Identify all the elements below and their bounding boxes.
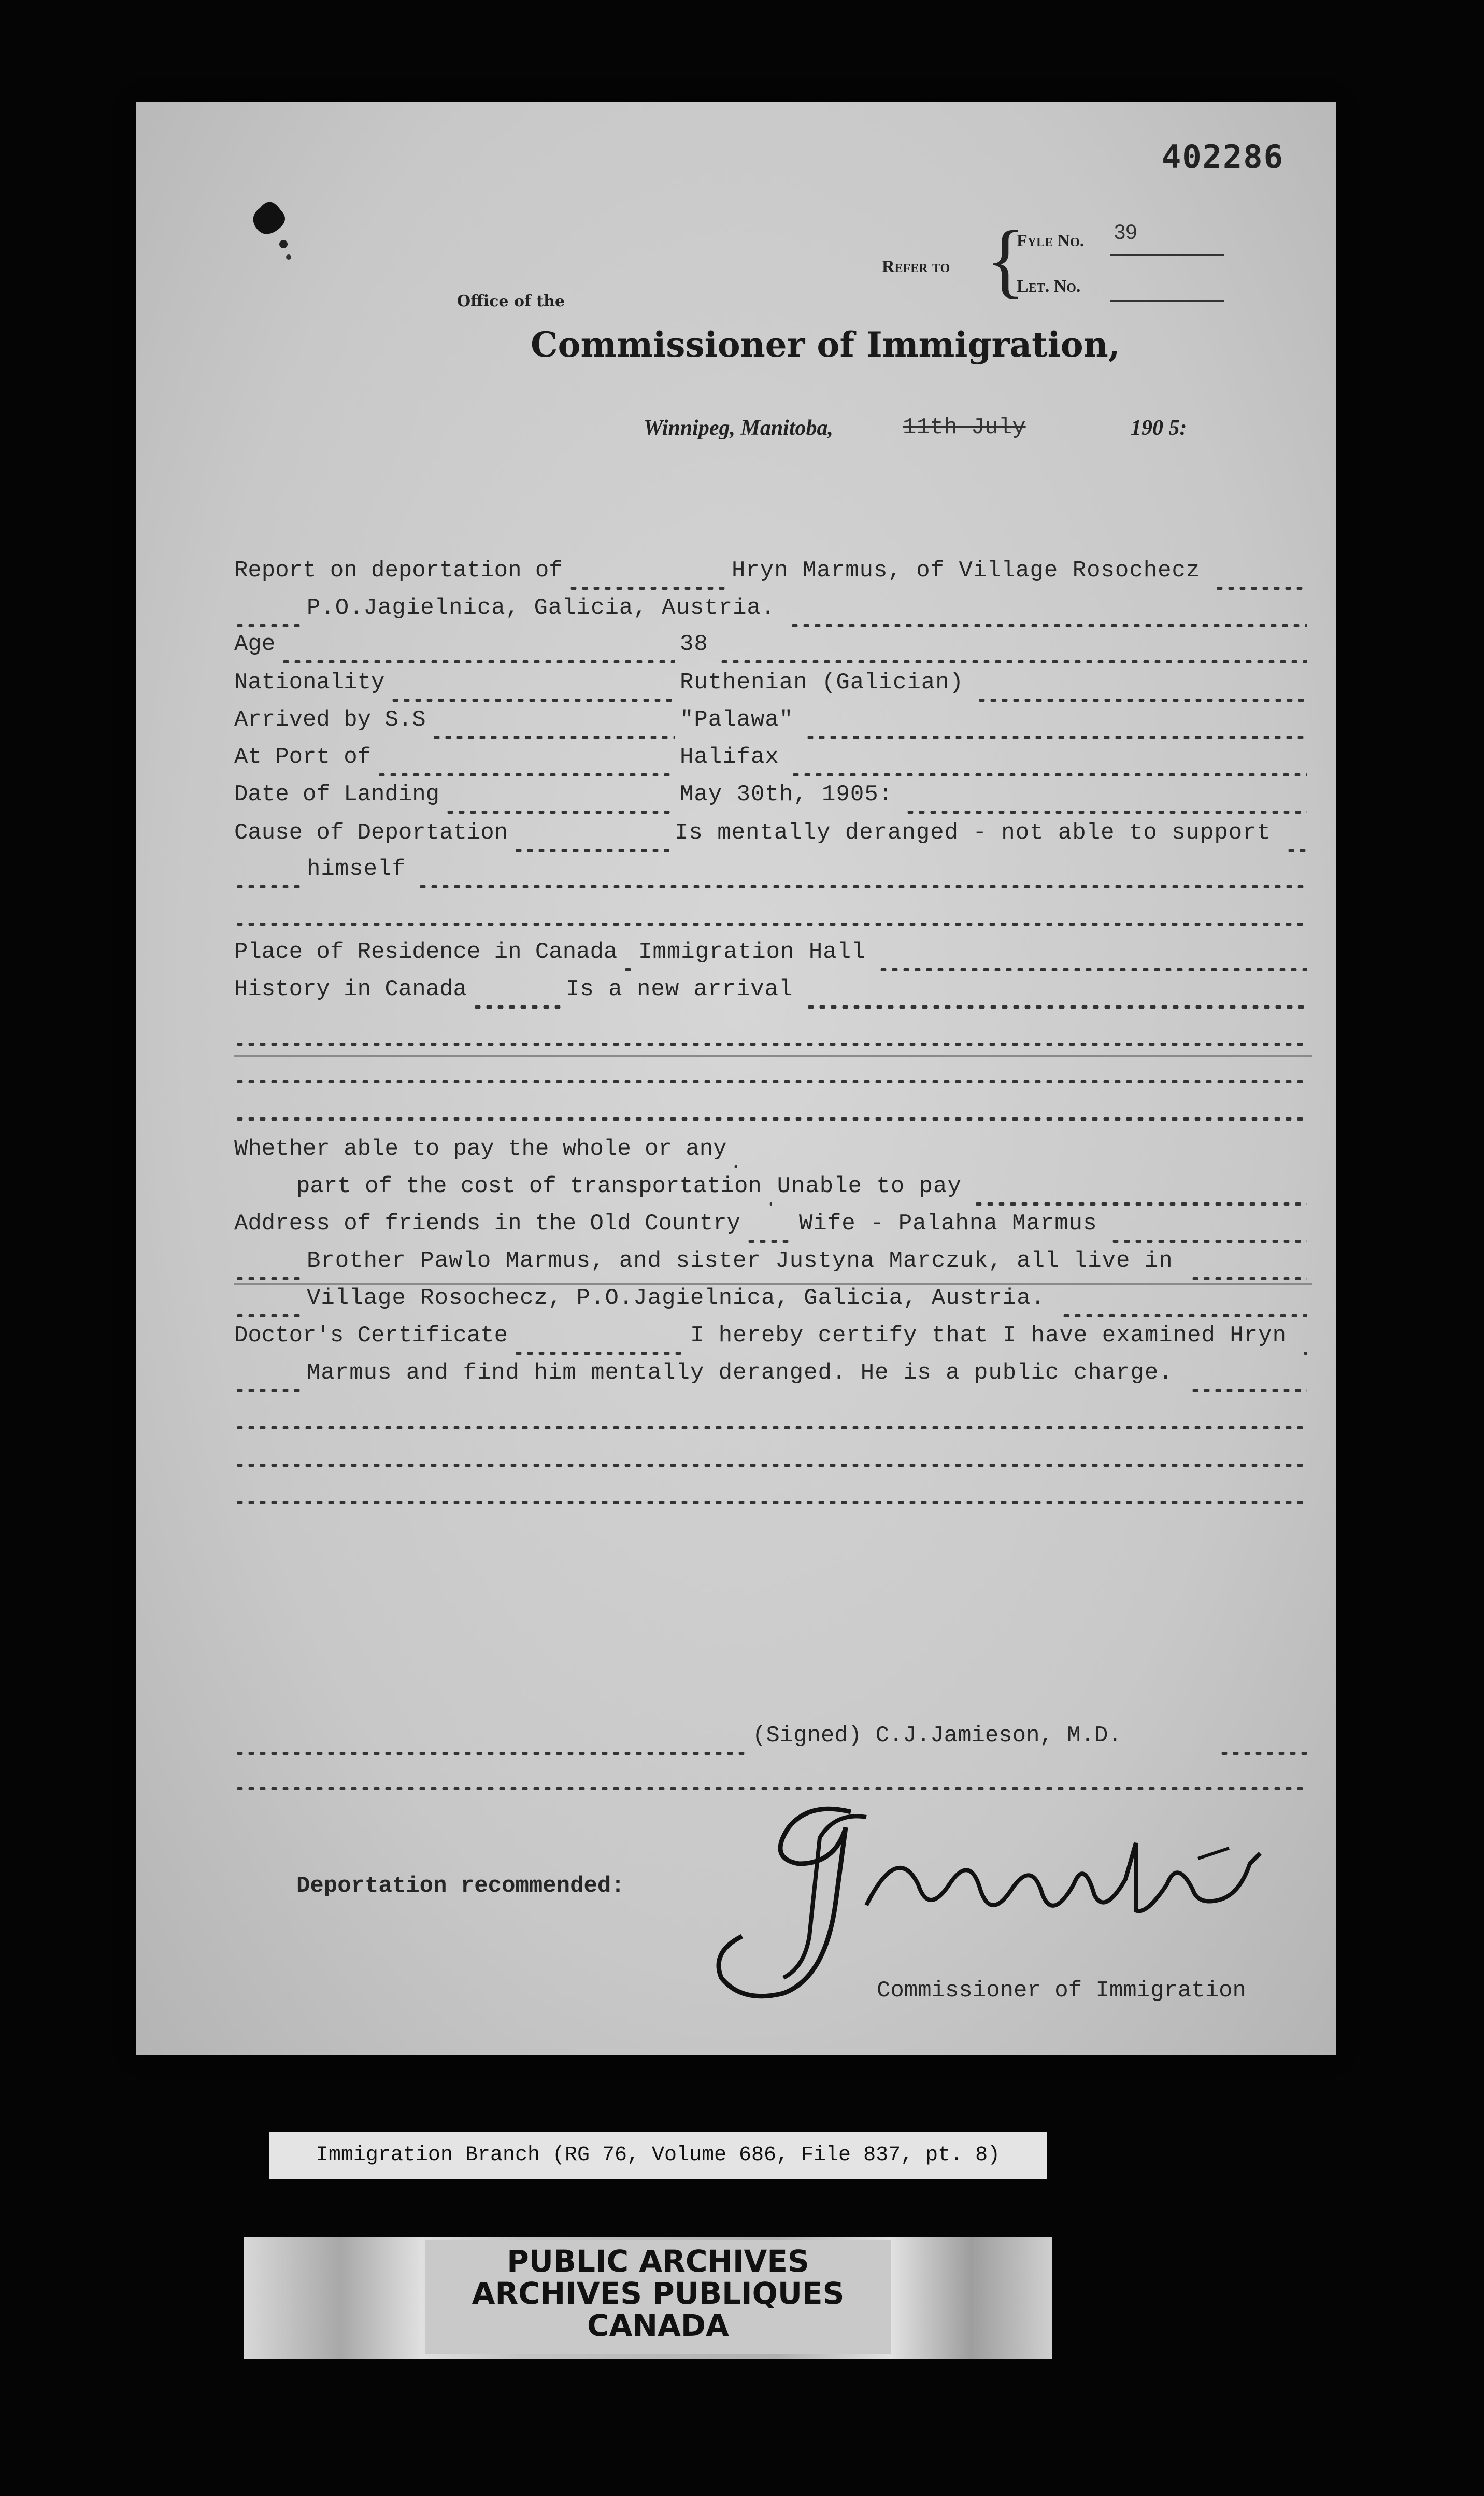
form-row bbox=[234, 1211, 1307, 1247]
fyle-line bbox=[1110, 252, 1224, 256]
field-value: Unable to pay bbox=[777, 1173, 962, 1199]
form-row bbox=[234, 782, 1307, 818]
form-row bbox=[234, 558, 1307, 594]
field-label: part of the cost of transportation bbox=[296, 1173, 762, 1199]
field-label: At Port of bbox=[234, 744, 372, 770]
brace-icon: { bbox=[986, 214, 1025, 306]
archive-reference-label: Immigration Branch (RG 76, Volume 686, File 837, pt. 8) bbox=[269, 2132, 1047, 2179]
form-row bbox=[234, 1285, 1307, 1322]
ink-blot-icon bbox=[239, 192, 302, 265]
field-label: Report on deportation of bbox=[234, 558, 563, 584]
form-row bbox=[234, 1360, 1307, 1396]
form-row bbox=[234, 631, 1307, 668]
signed-dots-row bbox=[234, 1723, 1307, 1759]
archive-bar bbox=[244, 2237, 1052, 2359]
field-value: May 30th, 1905: bbox=[680, 782, 893, 807]
field-value: I hereby certify that I have examined Hryn bbox=[690, 1323, 1287, 1349]
field-value: Marmus and find him mentally deranged. He is a public charge. bbox=[307, 1360, 1173, 1386]
let-line bbox=[1110, 297, 1224, 302]
field-label: Date of Landing bbox=[234, 782, 440, 807]
field-value: Village Rosochecz, P.O.Jagielnica, Galicia, Austria. bbox=[307, 1285, 1046, 1311]
field-label: Cause of Deportation bbox=[234, 820, 508, 846]
form-row bbox=[234, 939, 1307, 975]
commissioner-title: Commissioner of Immigration bbox=[877, 1978, 1246, 2004]
field-value: Halifax bbox=[680, 744, 779, 770]
fyle-number-value: 39 bbox=[1114, 221, 1137, 244]
form-row bbox=[234, 670, 1307, 706]
field-value: Hryn Marmus, of Village Rosochecz bbox=[732, 558, 1201, 584]
field-label: Whether able to pay the whole or any bbox=[234, 1136, 727, 1162]
form-row bbox=[234, 894, 1307, 930]
form-row bbox=[234, 1472, 1307, 1508]
date: 11th July bbox=[903, 415, 1026, 441]
commissioner-signature bbox=[680, 1781, 1276, 2009]
document-title: Commissioner of Immigration, bbox=[531, 324, 1120, 365]
stamp-line-3: CANADA bbox=[587, 2308, 729, 2343]
form-row bbox=[234, 1323, 1307, 1359]
form-row bbox=[234, 744, 1307, 781]
form-row bbox=[234, 1014, 1307, 1050]
deportation-recommended: Deportation recommended: bbox=[296, 1873, 625, 1899]
field-label: Age bbox=[234, 631, 276, 657]
form-row bbox=[234, 1088, 1307, 1125]
form-row bbox=[234, 1397, 1307, 1434]
field-value: Is mentally deranged - not able to support bbox=[675, 820, 1271, 846]
office-of-the: Office of the bbox=[457, 292, 565, 310]
refer-to-label: Refer to bbox=[882, 257, 950, 276]
field-value: Ruthenian (Galician) bbox=[680, 670, 964, 696]
form-row bbox=[234, 856, 1307, 892]
let-label: Let. No. bbox=[1017, 277, 1081, 296]
field-label: Nationality bbox=[234, 670, 385, 696]
field-value: P.O.Jagielnica, Galicia, Austria. bbox=[307, 595, 776, 621]
stamp-line-2: ARCHIVES PUBLIQUES bbox=[472, 2276, 845, 2311]
field-value: Brother Pawlo Marmus, and sister Justyna Marczuk, all live in bbox=[307, 1248, 1173, 1274]
field-value: 38 bbox=[680, 631, 708, 657]
archive-stamp bbox=[425, 2240, 891, 2354]
field-label: History in Canada bbox=[234, 976, 467, 1002]
stamp-line-1: PUBLIC ARCHIVES bbox=[507, 2244, 809, 2279]
document-page bbox=[136, 102, 1336, 2055]
form-row bbox=[234, 1248, 1307, 1284]
field-label: Arrived by S.S bbox=[234, 707, 426, 733]
field-label: Place of Residence in Canada bbox=[234, 939, 618, 965]
field-value: Is a new arrival bbox=[566, 976, 793, 1002]
form-row bbox=[234, 820, 1307, 856]
form-row bbox=[234, 976, 1307, 1013]
form-row bbox=[234, 595, 1307, 631]
section-divider bbox=[234, 1283, 1312, 1285]
form-row bbox=[234, 1136, 1307, 1172]
field-value: Immigration Hall bbox=[638, 939, 866, 965]
section-divider bbox=[234, 1055, 1312, 1057]
field-label: Address of friends in the Old Country bbox=[234, 1211, 740, 1237]
field-value: "Palawa" bbox=[680, 707, 794, 733]
form-row bbox=[234, 1435, 1307, 1471]
file-number: 402286 bbox=[1162, 138, 1284, 176]
form-row bbox=[234, 1173, 1307, 1210]
field-value: Wife - Palahna Marmus bbox=[799, 1211, 1097, 1237]
signed-by: (Signed) C.J.Jamieson, M.D. bbox=[752, 1723, 1122, 1749]
form-row bbox=[234, 707, 1307, 743]
fyle-label: Fyle No. bbox=[1017, 231, 1085, 250]
location: Winnipeg, Manitoba, bbox=[644, 416, 834, 440]
field-value: himself bbox=[307, 856, 406, 882]
year: 190 5: bbox=[1131, 416, 1187, 440]
field-label: Doctor's Certificate bbox=[234, 1323, 508, 1349]
